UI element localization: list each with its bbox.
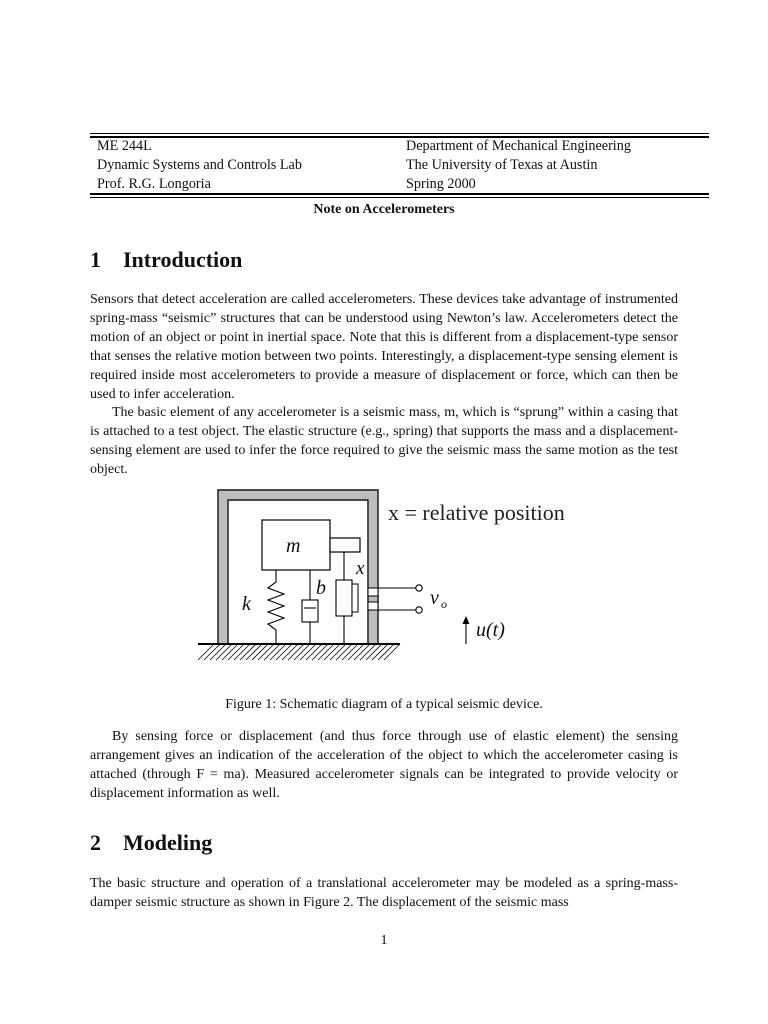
terminal-block-bottom [368, 602, 378, 610]
seismic-device-diagram [190, 484, 590, 674]
spring [268, 570, 284, 644]
label-output-voltage: v [430, 587, 439, 609]
course-name: Dynamic Systems and Controls Lab [97, 157, 302, 173]
header-left-column [97, 137, 302, 194]
label-damper: b [316, 577, 326, 599]
paragraph-intro-3: By sensing force or displacement (and thus force through use of elastic element) the sensing arrangement gives an indication of the acceleration of the object to which the accelerometer casing is attached (through F = ma). Measured accelerometer signals can be integrated to provide velocity or displacement information as well. [90, 729, 678, 801]
page-number: 1 [380, 933, 388, 948]
displacement-sensor [336, 580, 352, 616]
label-relative-position: x = relative position [388, 500, 565, 525]
instructor: Prof. R.G. Longoria [97, 176, 211, 192]
paragraph-intro-1: Sensors that detect acceleration are called accelerometers. These devices take advantage of instrumented spring-mass “seismic” structures that can be understood using Newton’s law. Accelerometers detect the motion of an object or point in inertial space. Note that this is different from a displacement-type sensor that senses the relative motion between two points. Interestingly, a displacement-type sensing element is required inside most accelerometers to provide a measure of displacement or force, which can then be used to infer acceleration. [90, 292, 678, 402]
ground-hatching [198, 644, 400, 660]
figure-seismic-device [190, 484, 590, 674]
section-title: Introduction [123, 247, 243, 272]
sensor-connector [352, 584, 358, 612]
header-rule-top [90, 133, 709, 134]
section-title: Modeling [123, 830, 213, 855]
section-heading-introduction [90, 246, 242, 274]
output-terminal-top [416, 585, 422, 591]
label-mass: m [286, 535, 301, 557]
section-heading-modeling [90, 829, 212, 857]
header-rule-bottom [90, 197, 709, 198]
damper-cylinder [302, 600, 318, 622]
note-title: Note on Accelerometers [313, 202, 455, 217]
section-number: 2 [90, 830, 101, 855]
term: Spring 2000 [406, 176, 476, 192]
label-spring: k [242, 593, 251, 615]
university: The University of Texas at Austin [406, 157, 598, 173]
section-number: 1 [90, 247, 101, 272]
header-right-column [406, 137, 631, 194]
department: Department of Mechanical Engineering [406, 138, 631, 154]
terminal-block-top [368, 588, 378, 596]
output-terminal-bottom [416, 607, 422, 613]
casing-right-wall [368, 500, 378, 644]
paragraph-modeling-1: The basic structure and operation of a translational accelerometer may be modeled as a spring-mass-damper seismic structure as shown in Figure 2. The displacement of the seismic mass [90, 876, 678, 910]
input-motion-arrowhead [463, 616, 470, 624]
label-input-motion: u(t) [476, 619, 505, 641]
label-sensor: x [356, 558, 365, 579]
casing-left-wall [218, 500, 228, 644]
course-code: ME 244L [97, 138, 152, 154]
label-output-subscript: o [441, 597, 447, 611]
figure-caption: Figure 1: Schematic diagram of a typical seismic device. [225, 697, 543, 712]
header-rule-bottom-thick [90, 193, 709, 195]
casing-top-wall [218, 490, 378, 500]
paragraph-intro-2: The basic element of any accelerometer is a seismic mass, m, which is “sprung” within a casing that is attached to a test object. The elastic structure (e.g., spring) that supports the mass and a displacement-sensing element are used to infer the force required to give the seismic mass the same motion as the test object. [90, 405, 678, 477]
mass-sensor-arm [330, 538, 360, 552]
